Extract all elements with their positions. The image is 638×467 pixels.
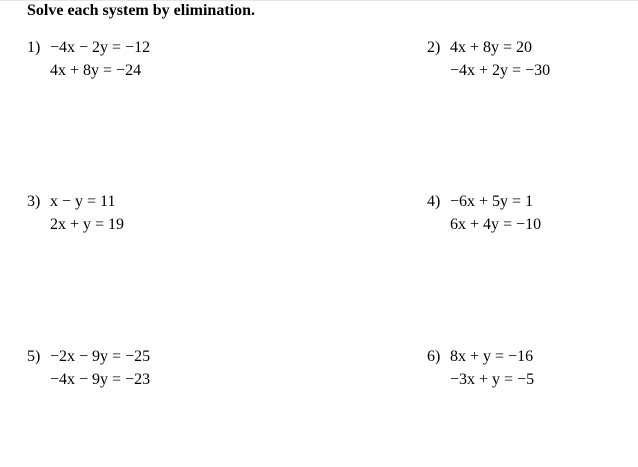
- equation-2: 6x + 4y = −10: [450, 216, 542, 233]
- problem-number: 3): [27, 193, 41, 210]
- problem-5: [27, 345, 150, 391]
- equation-1: −4x − 2y = −12: [50, 39, 151, 56]
- worksheet-instructions: Solve each system by elimination.: [27, 2, 255, 19]
- problem-2-line-2: [427, 59, 550, 82]
- problem-4: [427, 190, 541, 236]
- equation-2: 4x + 8y = −24: [50, 62, 142, 79]
- equation-2: 2x + y = 19: [50, 216, 125, 233]
- equation-2: −4x + 2y = −30: [450, 62, 551, 79]
- problem-2: [427, 36, 550, 82]
- problem-3-line-1: [27, 190, 124, 213]
- problem-4-line-1: [427, 190, 541, 213]
- problem-5-line-2: [27, 368, 150, 391]
- problem-number: 4): [427, 193, 441, 210]
- equation-1: −6x + 5y = 1: [450, 193, 534, 210]
- problem-6: [427, 345, 534, 391]
- equation-1: 8x + y = −16: [450, 348, 534, 365]
- problem-5-line-1: [27, 345, 150, 368]
- problem-3: [27, 190, 124, 236]
- problem-3-line-2: [27, 213, 124, 236]
- problem-4-line-2: [427, 213, 541, 236]
- equation-2: −3x + y = −5: [450, 371, 535, 388]
- problem-2-line-1: [427, 36, 550, 59]
- problem-6-line-1: [427, 345, 534, 368]
- problem-1-line-1: [27, 36, 150, 59]
- problem-number: 1): [27, 39, 41, 56]
- problem-6-line-2: [427, 368, 534, 391]
- problem-number: 5): [27, 348, 41, 365]
- equation-1: x − y = 11: [50, 193, 116, 210]
- problem-1: [27, 36, 150, 82]
- equation-1: 4x + 8y = 20: [450, 39, 533, 56]
- problem-number: 2): [427, 39, 441, 56]
- equation-1: −2x − 9y = −25: [50, 348, 151, 365]
- equation-2: −4x − 9y = −23: [50, 371, 151, 388]
- problem-1-line-2: [27, 59, 150, 82]
- problem-number: 6): [427, 348, 441, 365]
